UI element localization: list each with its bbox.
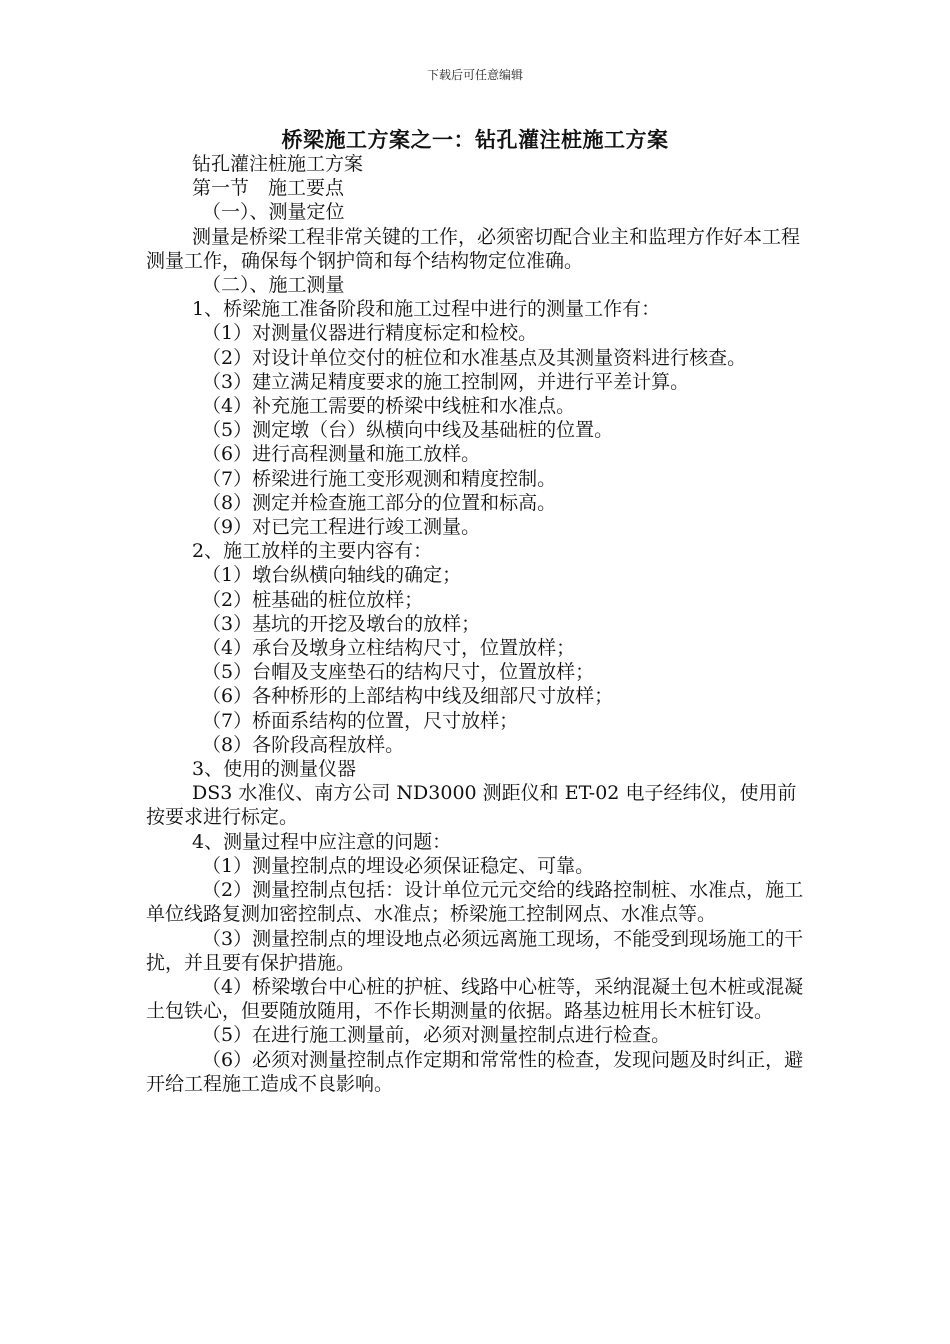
paragraph: （6）各种桥形的上部结构中线及细部尺寸放样； xyxy=(202,685,614,708)
paragraph: （5）台帽及支座垫石的结构尺寸，位置放样； xyxy=(202,661,595,684)
paragraph: 测量是桥梁工程非常关键的工作，必须密切配合业主和监理方作好本工程测量工作，确保每个钢护筒和每个结构物定位准确。 xyxy=(146,225,801,272)
paragraph: （8）测定并检查施工部分的位置和标高。 xyxy=(202,491,557,514)
document-body xyxy=(146,152,806,1096)
paragraph: （5）在进行施工测量前，必须对测量控制点进行检查。 xyxy=(202,1024,671,1047)
paragraph: 第一节 施工要点 xyxy=(192,177,345,200)
paragraph: （4）补充施工需要的桥梁中线桩和水准点。 xyxy=(202,395,576,418)
document-title: 桥梁施工方案之一：钻孔灌注桩施工方案 xyxy=(281,127,669,152)
paragraph: （2）测量控制点包括：设计单位元元交给的线路控制桩、水准点，施工单位线路复测加密控制点、水准点；桥梁施工控制网点、水准点等。 xyxy=(146,879,804,926)
paragraph: （2）对设计单位交付的桩位和水准基点及其测量资料进行核查。 xyxy=(202,346,747,369)
paragraph: （1）墩台纵横向轴线的确定； xyxy=(202,564,462,587)
paragraph: （2）桩基础的桩位放样； xyxy=(202,588,424,611)
paragraph: （3）基坑的开挖及墩台的放样； xyxy=(202,612,481,635)
paragraph: 钻孔灌注桩施工方案 xyxy=(192,153,364,175)
paragraph: （1）对测量仪器进行精度标定和检校。 xyxy=(202,322,538,345)
paragraph: （二）、施工测量 xyxy=(202,274,345,297)
paragraph: 3、使用的测量仪器 xyxy=(192,758,357,781)
paragraph: DS3 水准仪、南方公司 ND3000 测距仪和 ET-02 电子经纬仪，使用前按要求进行标定。 xyxy=(146,782,797,829)
paragraph: （4）承台及墩身立柱结构尺寸，位置放样； xyxy=(202,637,576,660)
paragraph: （一）、测量定位 xyxy=(202,201,345,224)
paragraph: （5）测定墩（台）纵横向中线及基础桩的位置。 xyxy=(202,419,614,442)
paragraph: （6）进行高程测量和施工放样。 xyxy=(202,443,481,466)
paragraph: （9）对已完工程进行竣工测量。 xyxy=(202,516,481,539)
paragraph: 1、桥梁施工准备阶段和施工过程中进行的测量工作有： xyxy=(192,298,661,321)
paragraph: （3）测量控制点的埋设地点必须远离施工现场，不能受到现场施工的干扰，并且要有保护措施。 xyxy=(146,927,804,974)
paragraph: 4、测量过程中应注意的问题： xyxy=(192,830,452,853)
paragraph: 2、施工放样的主要内容有： xyxy=(192,540,433,563)
paragraph: （7）桥梁进行施工变形观测和精度控制。 xyxy=(202,467,557,490)
paragraph: （6）必须对测量控制点作定期和常常性的检查，发现问题及时纠正，避开给工程施工造成不良影响。 xyxy=(146,1048,804,1095)
paragraph: （7）桥面系结构的位置，尺寸放样； xyxy=(202,709,519,732)
paragraph: （8）各阶段高程放样。 xyxy=(202,733,405,756)
paragraph: （4）桥梁墩台中心桩的护桩、线路中心桩等，采纳混凝土包木桩或混凝土包铁心，但要随放随用，不作长期测量的依据。路基边桩用长木桩钉设。 xyxy=(146,975,804,1023)
page-header: 下载后可任意编辑 xyxy=(426,68,523,82)
paragraph: （3）建立满足精度要求的施工控制网，并进行平差计算。 xyxy=(202,370,690,393)
paragraph: （1）测量控制点的埋设必须保证稳定、可靠。 xyxy=(202,854,595,877)
